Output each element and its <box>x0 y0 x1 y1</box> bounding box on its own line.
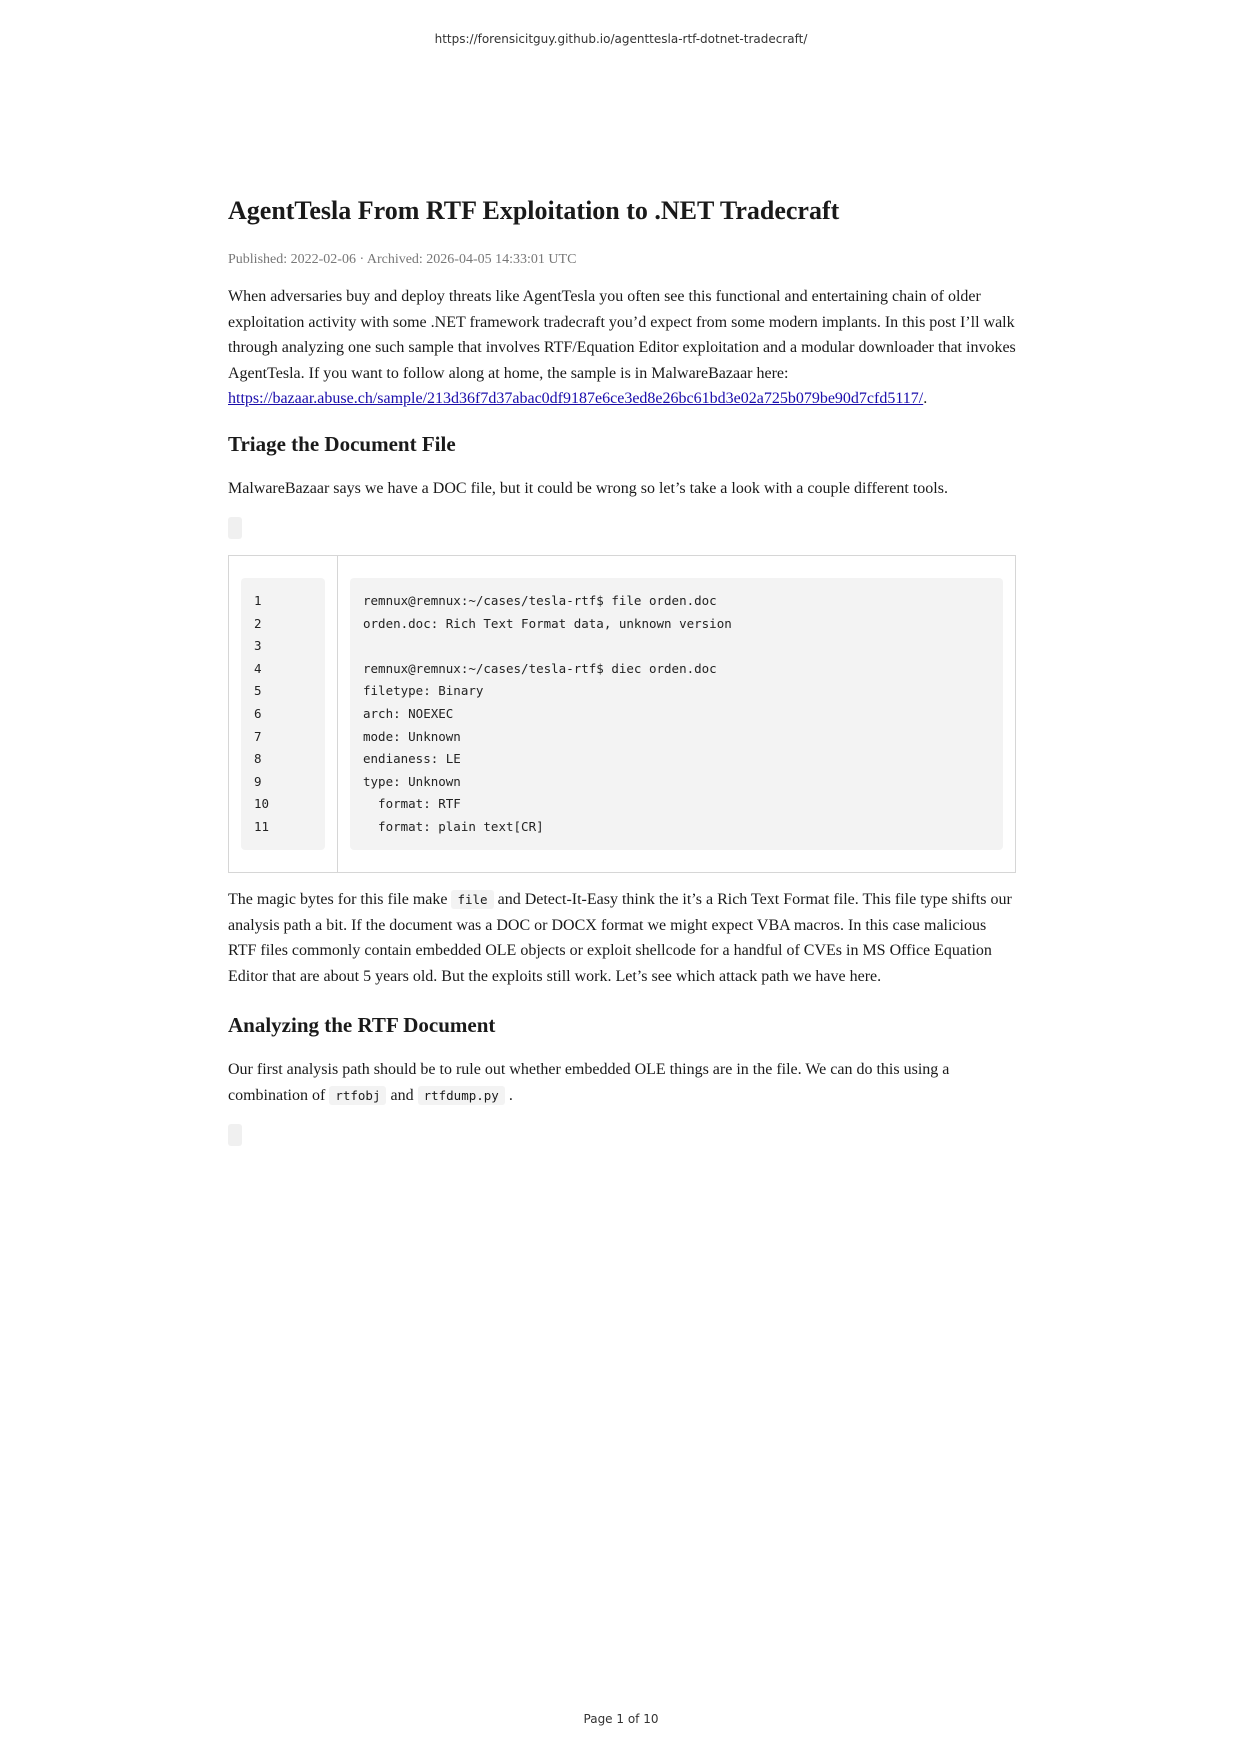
inline-code-rtfobj: rtfobj <box>329 1086 386 1105</box>
page-footer: Page 1 of 10 <box>583 1712 659 1726</box>
code-line: type: Unknown <box>363 773 461 789</box>
line-number: 5 <box>254 683 262 699</box>
intro-paragraph <box>228 284 1018 412</box>
line-number: 3 <box>254 638 262 654</box>
code-line: remnux@remnux:~/cases/tesla-rtf$ diec orden.doc <box>363 660 717 676</box>
magic-bytes-paragraph <box>228 887 1018 989</box>
malwarebazaar-link[interactable]: https://bazaar.abuse.ch/sample/213d36f7d37abac0df9187e6ce3ed8e26bc61bd3e02a725b079be90d7cfd5117/ <box>228 390 924 407</box>
inline-code-file: file <box>451 890 493 909</box>
page-url: https://forensicitguy.github.io/agenttesla-rtf-dotnet-tradecraft/ <box>434 32 808 46</box>
line-numbers <box>241 578 325 850</box>
triage-paragraph: MalwareBazaar says we have a DOC file, but it could be wrong so let’s take a look with a couple different tools. <box>228 479 948 497</box>
line-number-column <box>229 556 338 872</box>
line-number: 6 <box>254 705 262 721</box>
code-column <box>338 556 1015 872</box>
line-number: 8 <box>254 751 262 767</box>
line-number: 1 <box>254 593 262 608</box>
line-number: 7 <box>254 728 262 744</box>
intro-end: . <box>923 390 928 407</box>
copy-code-button-2[interactable] <box>228 1124 242 1146</box>
rtf-paragraph <box>228 1057 1018 1108</box>
intro-text: When adversaries buy and deploy threats like AgentTesla you often see this functional and entertaining chain of older exploitation activity with some .NET framework tradecraft you’d expect from some modern implants. In this post I’ll walk through analyzing one such sample that involves RTF/Equation Editor exploitation and a modular downloader that invokes AgentTesla. If you want to follow along at home, the sample is in MalwareBazaar here: <box>228 288 1016 382</box>
article <box>228 192 1018 1146</box>
rtf-text-end: . <box>504 1086 513 1104</box>
section-heading-triage: Triage the Document File <box>228 431 456 456</box>
line-number: 9 <box>254 773 262 789</box>
copy-code-button[interactable] <box>228 517 242 539</box>
code-line: remnux@remnux:~/cases/tesla-rtf$ file orden.doc <box>363 593 717 608</box>
line-number: 2 <box>254 615 262 631</box>
section-heading-rtf: Analyzing the RTF Document <box>228 1013 496 1037</box>
code-line: mode: Unknown <box>363 728 461 744</box>
magic-text-after: and Detect-It-Easy think the it’s a Rich Text Format file. This file type shifts our analysis path a bit. If the document was a DOC or DOCX format we might expect VBA macros. In this case malicious RTF files commonly contain embedded OLE objects or exploit shellcode for a handful of CVEs in MS Office Equation Editor that are about 5 years old. But the exploits still work. Let’s see which attack path we have here. <box>228 891 1012 985</box>
code-line: arch: NOEXEC <box>363 705 454 721</box>
code-line: format: RTF <box>363 796 461 812</box>
article-title: AgentTesla From RTF Exploitation to .NET Tradecraft <box>228 196 840 225</box>
code-line: endianess: LE <box>363 751 461 767</box>
magic-text-before: The magic bytes for this file make <box>228 891 452 908</box>
code-block-file-triage <box>228 555 1016 873</box>
article-meta: Published: 2022-02-06 · Archived: 2026-04-05 14:33:01 UTC <box>228 252 577 267</box>
line-number: 10 <box>254 796 270 812</box>
inline-code-rtfdump: rtfdump.py <box>418 1086 505 1105</box>
code-line: filetype: Binary <box>363 683 484 699</box>
rtf-text-mid: and <box>386 1086 418 1104</box>
code-line: format: plain text[CR] <box>363 818 544 834</box>
line-number: 4 <box>254 660 262 676</box>
code-line: orden.doc: Rich Text Format data, unknown version <box>363 615 732 631</box>
code-lines[interactable] <box>350 578 1003 850</box>
rtf-text-before: Our first analysis path should be to rule out whether embedded OLE things are in the file. We can do this using a combination of <box>228 1061 950 1104</box>
code-line <box>363 635 990 658</box>
line-number: 11 <box>254 818 270 834</box>
